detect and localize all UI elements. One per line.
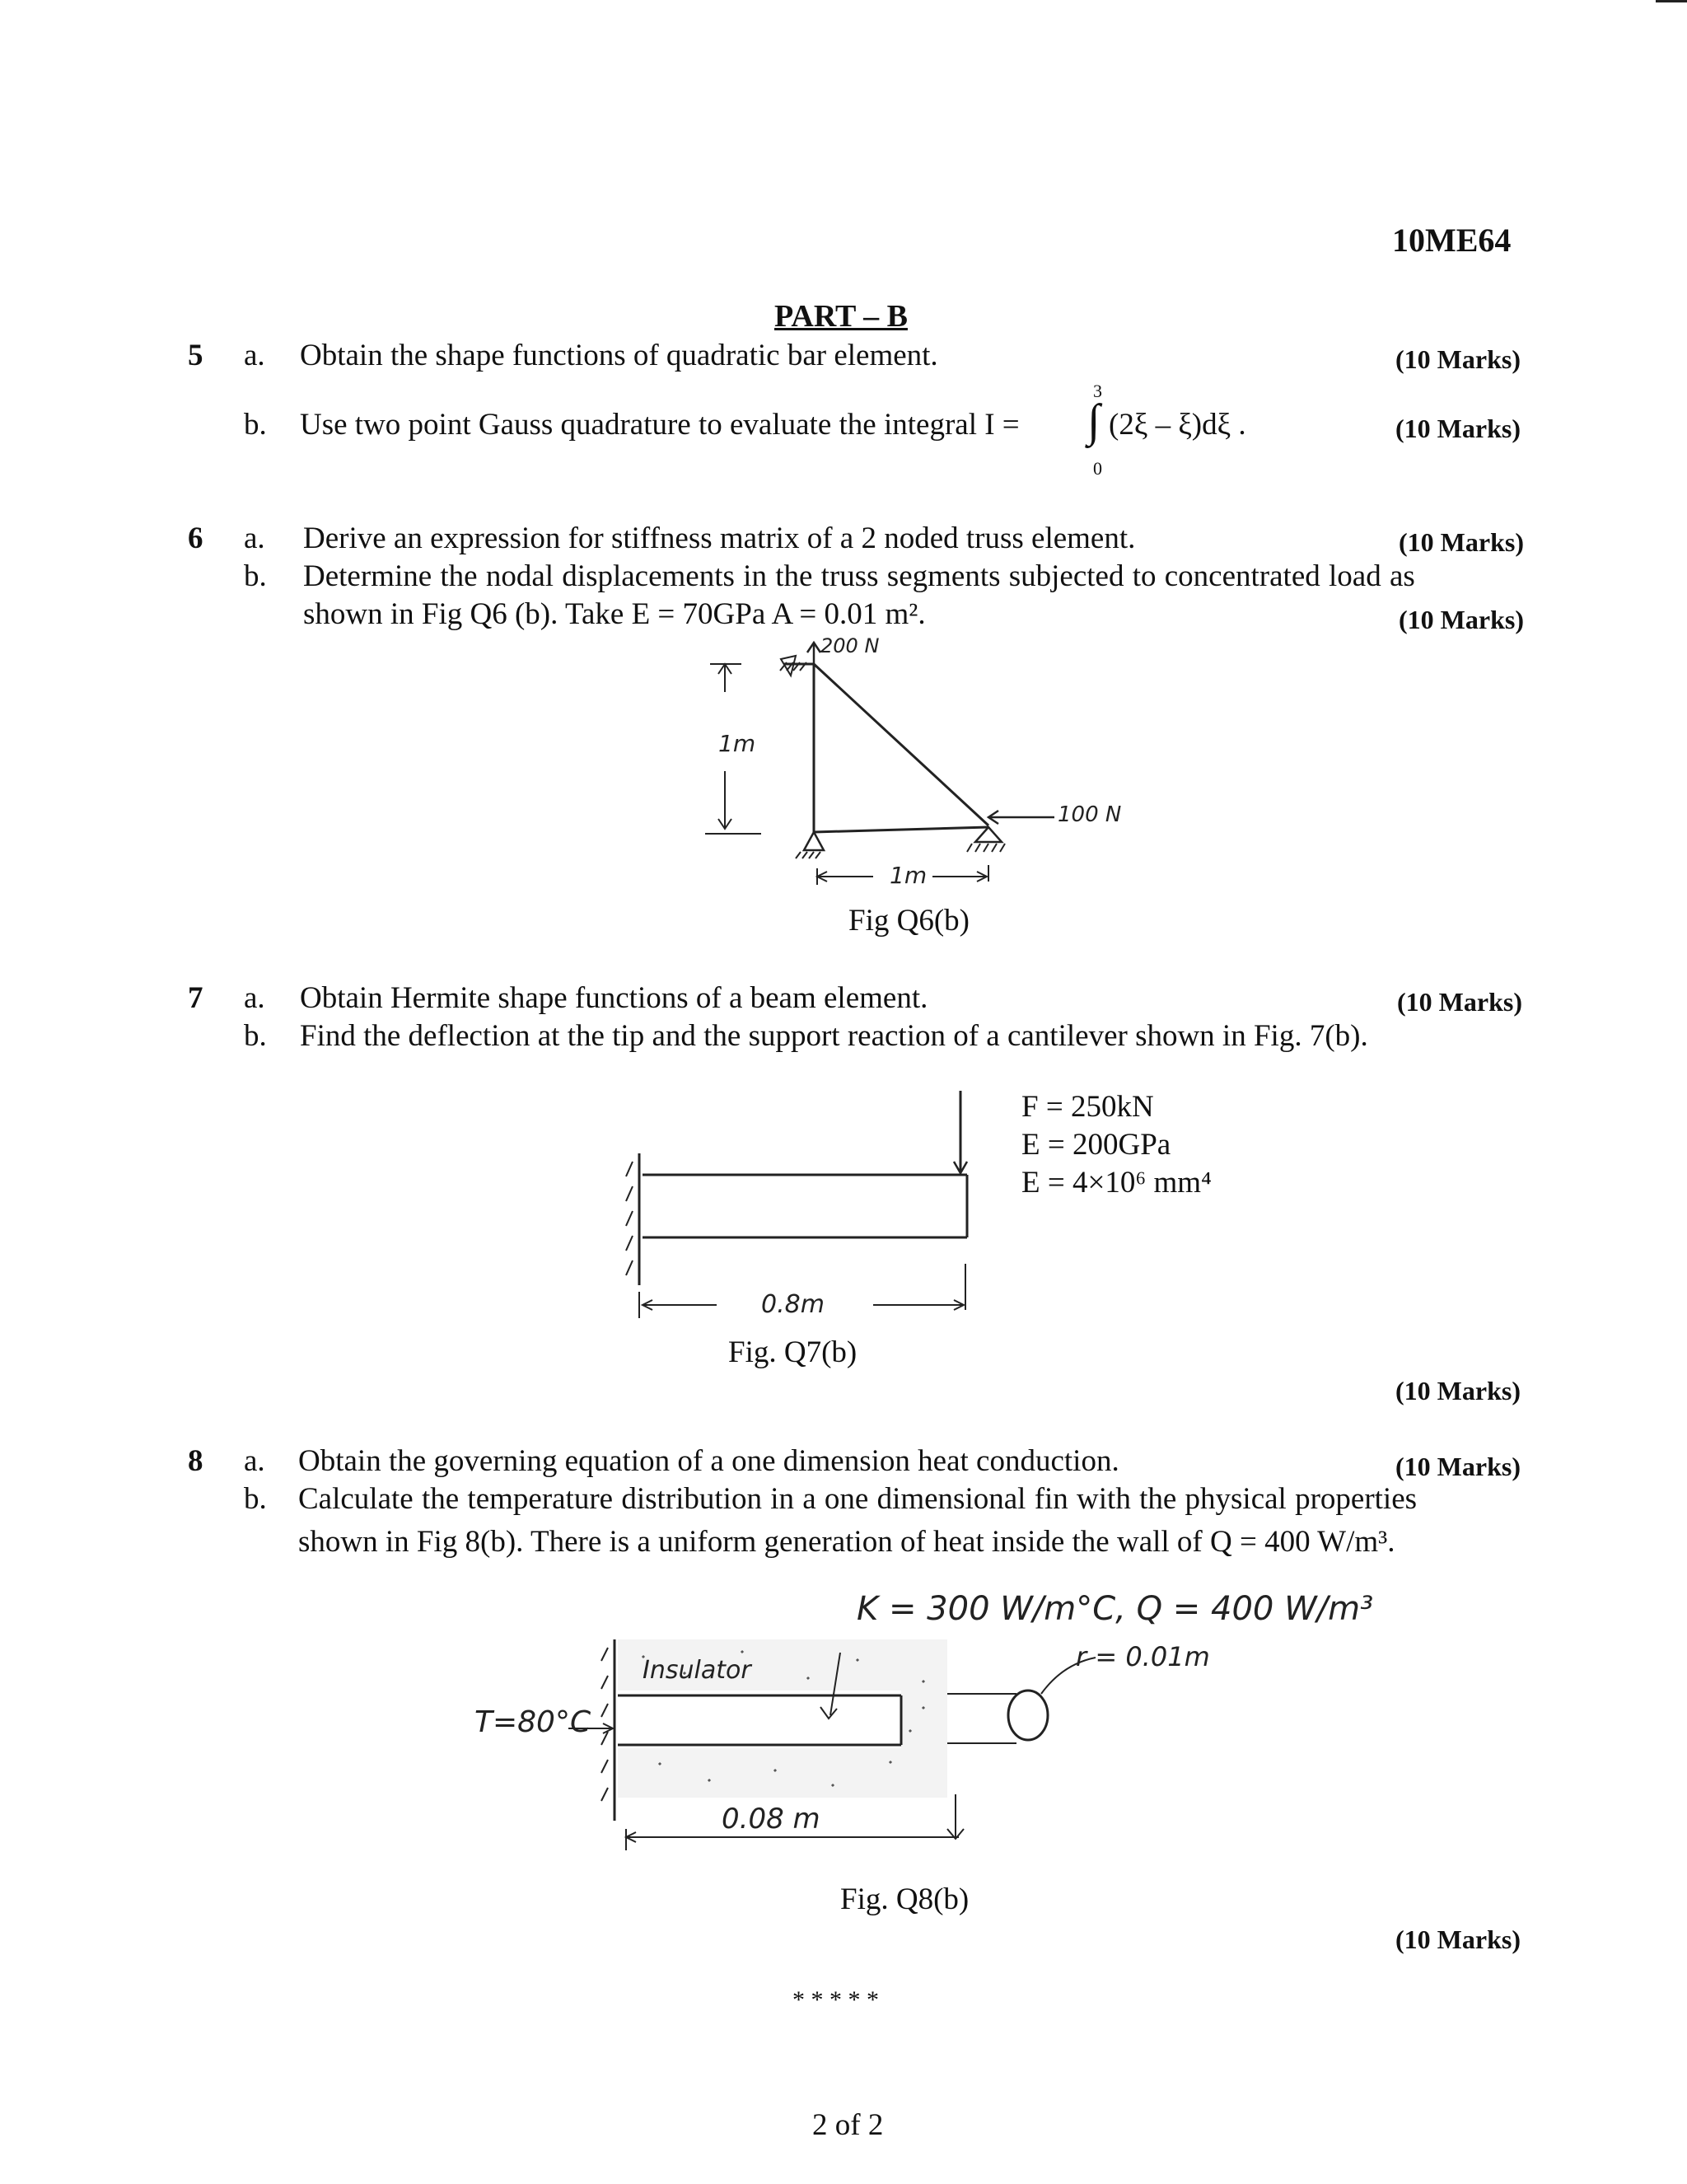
end-stars: * * * * *: [792, 1986, 879, 2013]
q8b-line2: shown in Fig 8(b). There is a uniform generation of heat inside the wall of Q = 400 W/m³.: [298, 1525, 1395, 1559]
page-number: 2 of 2: [812, 2108, 884, 2142]
q5b-marks: (10 Marks): [1395, 414, 1521, 443]
q8-insulator-label: Insulator: [643, 1656, 751, 1685]
q6-width-label: 1m: [890, 862, 928, 889]
q5b-label: b.: [244, 408, 267, 442]
q6a-text: Derive an expression for stiffness matrix of a 2 noded truss element.: [303, 521, 1136, 555]
question-number-7: 7: [188, 981, 203, 1015]
q8-props-line: K = 300 W/m°C, Q = 400 W/m³: [857, 1590, 1374, 1628]
q6b-marks: (10 Marks): [1399, 605, 1524, 634]
q6-load-side-label: 100 N: [1058, 802, 1122, 827]
q5a-text: Obtain the shape functions of quadratic bar element.: [300, 339, 938, 372]
integral-sign: ∫: [1087, 395, 1101, 447]
integrand: (2ξ – ξ)dξ .: [1109, 408, 1246, 442]
question-number-8: 8: [188, 1444, 203, 1478]
integral-lower-limit: 0: [1093, 458, 1102, 479]
fig-q8-caption: Fig. Q8(b): [840, 1882, 970, 1916]
q7-prop-inertia: E = 4×10⁶ mm⁴: [1021, 1166, 1212, 1200]
q7-length-label: 0.8m: [761, 1290, 825, 1319]
q8b-label: b.: [244, 1482, 267, 1516]
horizontal-member: [814, 827, 988, 832]
q6-height-label: 1m: [718, 730, 756, 757]
pin-support-left: [804, 832, 824, 850]
q6a-label: a.: [244, 521, 265, 555]
q7a-marks: (10 Marks): [1397, 987, 1522, 1017]
q7-prop-force: F = 250kN: [1021, 1090, 1154, 1124]
question-number-5: 5: [188, 339, 203, 372]
fig-q6-caption: Fig Q6(b): [848, 904, 970, 938]
q8-radius-label: r = 0.01m: [1076, 1641, 1210, 1672]
q8a-text: Obtain the governing equation of a one dimension heat conduction.: [298, 1444, 1119, 1478]
part-title: PART – B: [774, 299, 908, 334]
integral-upper-limit: 3: [1093, 381, 1102, 401]
question-number-6: 6: [188, 521, 203, 555]
q7b-label: b.: [244, 1019, 267, 1053]
q7-prop-modulus: E = 200GPa: [1021, 1128, 1171, 1162]
insulation-end: [901, 1691, 947, 1748]
q7b-text: Find the deflection at the tip and the support reaction of a cantilever shown in Fig. 7(b).: [300, 1019, 1368, 1053]
q7a-label: a.: [244, 981, 265, 1015]
course-code: 10ME64: [1392, 222, 1512, 259]
q8-temperature-label: T=80°C: [474, 1705, 591, 1739]
fig-q7-caption: Fig. Q7(b): [728, 1335, 858, 1369]
q8b-line1: Calculate the temperature distribution in a one dimensional fin with the physical properties: [298, 1482, 1418, 1516]
q6b-label: b.: [244, 559, 267, 593]
insulation-bottom: [618, 1748, 947, 1798]
pin-support-right: [975, 827, 1002, 842]
q5a-label: a.: [244, 339, 265, 372]
q6a-marks: (10 Marks): [1399, 527, 1524, 557]
q6b-line2: shown in Fig Q6 (b). Take E = 70GPa A = 0.01 m².: [303, 597, 926, 631]
q8-length-label: 0.08 m: [722, 1803, 820, 1836]
fin-cross-section: [1008, 1691, 1048, 1740]
q5a-marks: (10 Marks): [1395, 344, 1521, 374]
q7b-marks: (10 Marks): [1395, 1376, 1521, 1405]
q6b-line1: Determine the nodal displacements in the truss segments subjected to concentrated load as: [303, 559, 1415, 593]
q8b-marks: (10 Marks): [1395, 1924, 1521, 1954]
q5b-text: Use two point Gauss quadrature to evaluate the integral I =: [300, 408, 1020, 442]
fig-q7-cantilever: [626, 1091, 967, 1318]
q8a-marks: (10 Marks): [1395, 1452, 1521, 1481]
diagonal-member: [814, 664, 988, 825]
q6-load-top-label: 200 N: [820, 634, 880, 657]
q8a-label: a.: [244, 1444, 265, 1478]
q7a-text: Obtain Hermite shape functions of a beam element.: [300, 981, 928, 1015]
